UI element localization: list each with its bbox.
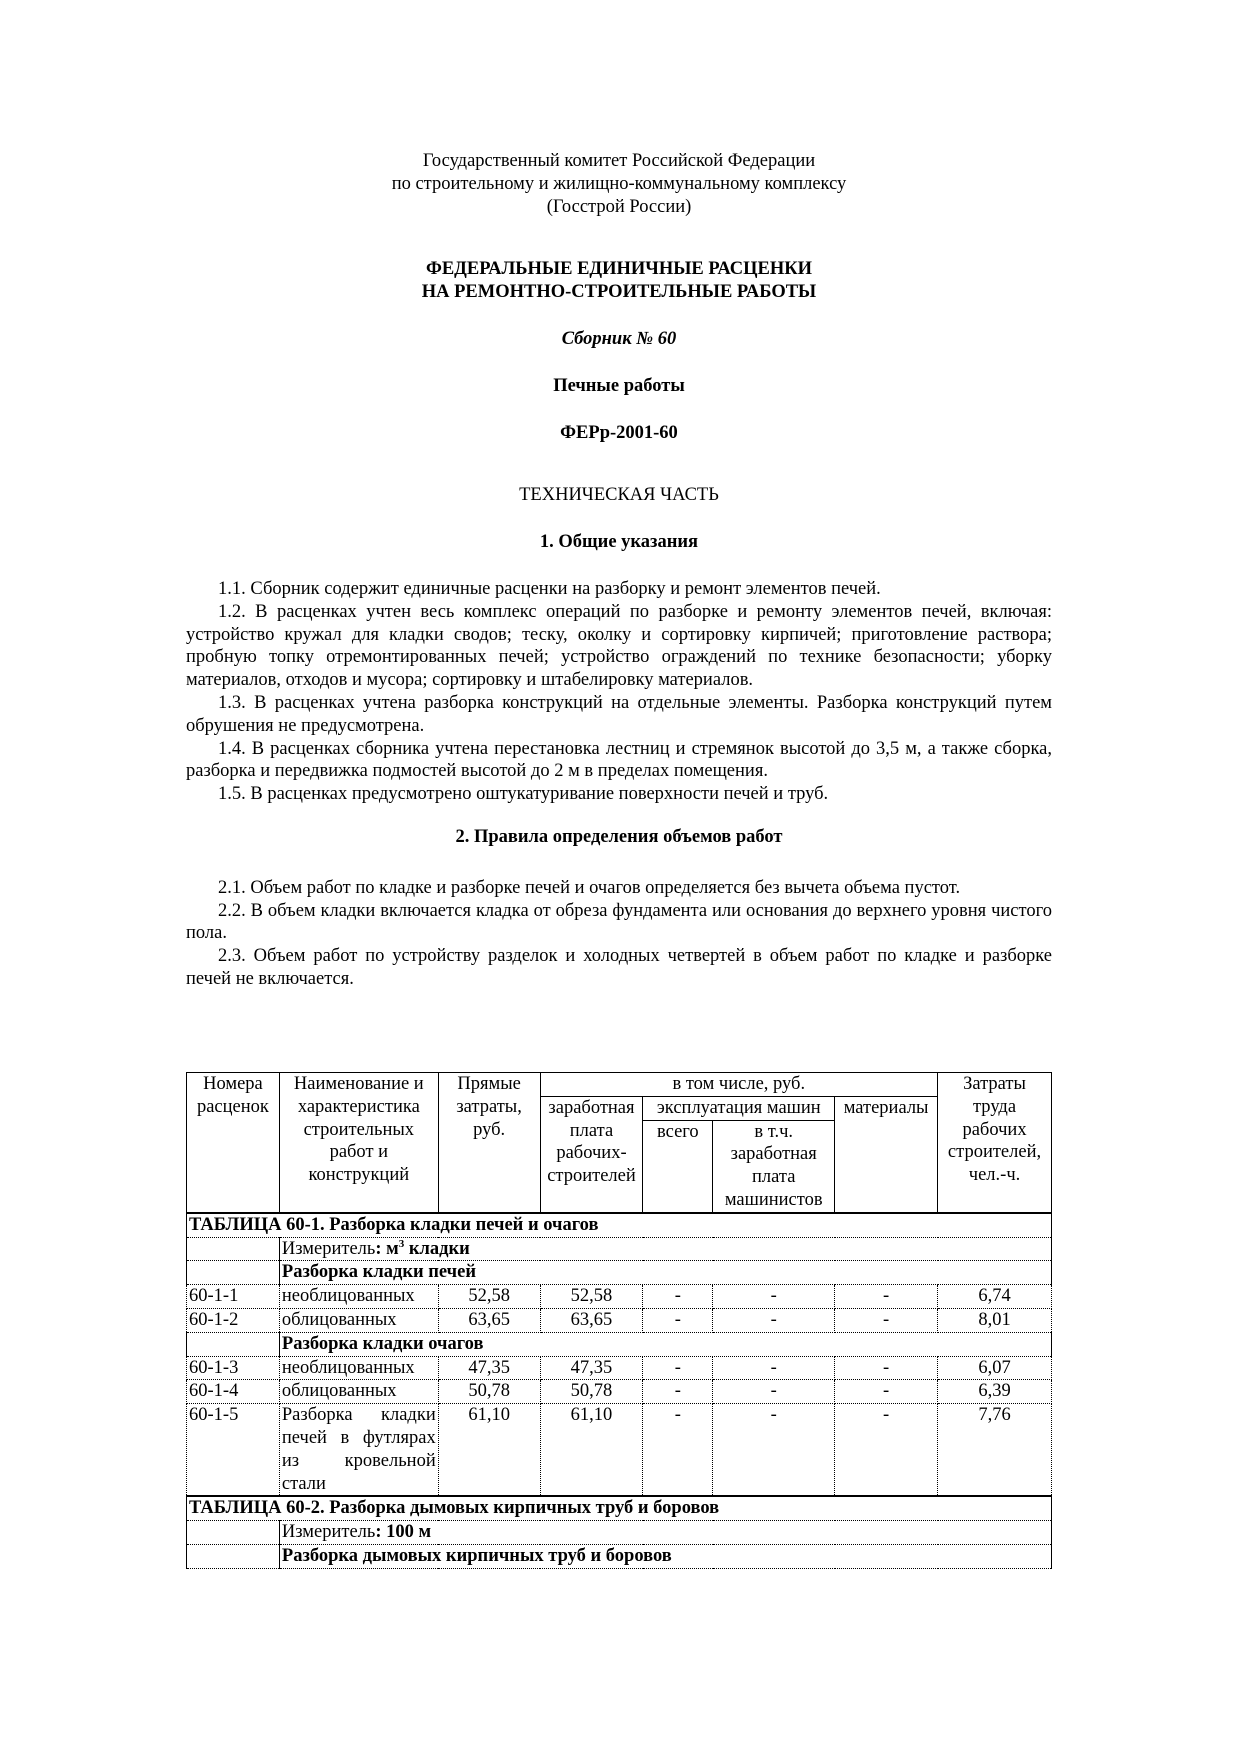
table-60-2-meter: Измеритель: 100 м bbox=[279, 1521, 1051, 1545]
agency-line-3: (Госстрой России) bbox=[546, 196, 692, 217]
header-materials: материалы bbox=[835, 1096, 938, 1212]
document-code: ФЕРр-2001-60 bbox=[560, 422, 678, 443]
header-machine-operation: эксплуатация машин bbox=[643, 1096, 835, 1120]
table-row: 60-1-2 облицованных 63,65 63,65 - - - 8,01 bbox=[187, 1308, 1052, 1332]
tech-part-heading: ТЕХНИЧЕСКАЯ ЧАСТЬ bbox=[519, 485, 719, 506]
header-including: в том числе, руб. bbox=[540, 1073, 938, 1097]
table-60-2-title: ТАБЛИЦА 60-2. Разборка дымовых кирпичных труб и боровов bbox=[187, 1496, 1052, 1520]
group-stove-dismantling: Разборка кладки печей bbox=[279, 1261, 1051, 1285]
agency-line-2: по строительному и жилищно-коммунальному комплексу bbox=[391, 173, 847, 194]
paragraph-2-1: 2.1. Объем работ по кладке и разборке печей и очагов определяется без вычета объема пустот. bbox=[218, 877, 961, 898]
paragraph-1-2: 1.2. В расценках учтен весь комплекс операций по разборке и ремонту элементов печей, включая: устройство кружал для кладки сводов; теску, околку и сортировку кирпичей; приготовление раствора; пробную топку отремонтированных печей; устройство ограждений по технике безопасности; уборку материалов, отходов и мусора; сортировку и штабелировку материалов. bbox=[186, 601, 1052, 691]
group-chimney-dismantling: Разборка дымовых кирпичных труб и боровов bbox=[279, 1544, 1051, 1568]
table-row: 60-1-5 Разборка кладки печей в футлярах из кровельной стали 61,10 61,10 - - - 7,76 bbox=[187, 1404, 1052, 1497]
header-rate-number: Номера расценок bbox=[187, 1073, 280, 1213]
collection-number: Сборник № 60 bbox=[561, 328, 677, 349]
group-hearth-dismantling: Разборка кладки очагов bbox=[279, 1332, 1051, 1356]
header-work-name: Наименование и характеристика строительных работ и конструкций bbox=[279, 1073, 438, 1213]
paragraph-1-5: 1.5. В расценках предусмотрено оштукатуривание поверхности печей и труб. bbox=[218, 784, 829, 805]
title-line-1: ФЕДЕРАЛЬНЫЕ ЕДИНИЧНЫЕ РАСЦЕНКИ bbox=[425, 259, 813, 280]
header-direct-costs: Прямые затраты, руб. bbox=[438, 1073, 540, 1213]
header-machine-total: всего bbox=[643, 1120, 713, 1213]
paragraph-2-3: 2.3. Объем работ по устройству разделок и холодных четвертей в объем работ по кладке и разборке печей не включается. bbox=[186, 946, 1052, 989]
table-60-1-meter: Измеритель: $м^3$ кладки bbox=[279, 1237, 1051, 1261]
table-row: 60-1-3 необлицованных 47,35 47,35 - - - 6,07 bbox=[187, 1356, 1052, 1380]
agency-header bbox=[186, 150, 1052, 218]
header-labor-costs: Затраты труда рабочих строителей, чел.-ч. bbox=[938, 1073, 1052, 1213]
section-1-heading: 1. Общие указания bbox=[539, 532, 699, 553]
subject-title: Печные работы bbox=[553, 375, 685, 396]
agency-line-1: Государственный комитет Российской Федерации bbox=[422, 151, 816, 171]
paragraph-1-3: 1.3. В расценках учтена разборка конструкций на отдельные элементы. Разборка конструкций путем обрушения не предусмотрена. bbox=[186, 692, 1052, 736]
header-wages: заработная плата рабочих-строителей bbox=[540, 1096, 643, 1212]
document-title bbox=[186, 258, 1052, 304]
title-line-2: НА РЕМОНТНО-СТРОИТЕЛЬНЫЕ РАБОТЫ bbox=[421, 282, 817, 303]
paragraph-1-4: 1.4. В расценках сборника учтена перестановка лестниц и стремянок высотой до 3,5 м, а также сборка, разборка и передвижка подмостей высотой до 2 м в пределах помещения. bbox=[186, 738, 1052, 782]
paragraph-1-1: 1.1. Сборник содержит единичные расценки на разборку и ремонт элементов печей. bbox=[218, 578, 881, 599]
header-machine-wages: в т.ч. заработная плата машинистов bbox=[713, 1120, 835, 1213]
paragraph-2-2: 2.2. В объем кладки включается кладка от обреза фундамента или основания до верхнего уровня чистого пола. bbox=[186, 900, 1052, 944]
section-2-heading: 2. Правила определения объемов работ bbox=[455, 826, 783, 847]
document-page bbox=[186, 150, 1052, 991]
table-60-1-title: ТАБЛИЦА 60-1. Разборка кладки печей и очагов bbox=[187, 1213, 1052, 1237]
table-row: 60-1-1 необлицованных 52,58 52,58 - - - 6,74 bbox=[187, 1285, 1052, 1309]
table-row: 60-1-4 облицованных 50,78 50,78 - - - 6,39 bbox=[187, 1380, 1052, 1404]
rates-table bbox=[186, 1072, 1052, 1569]
